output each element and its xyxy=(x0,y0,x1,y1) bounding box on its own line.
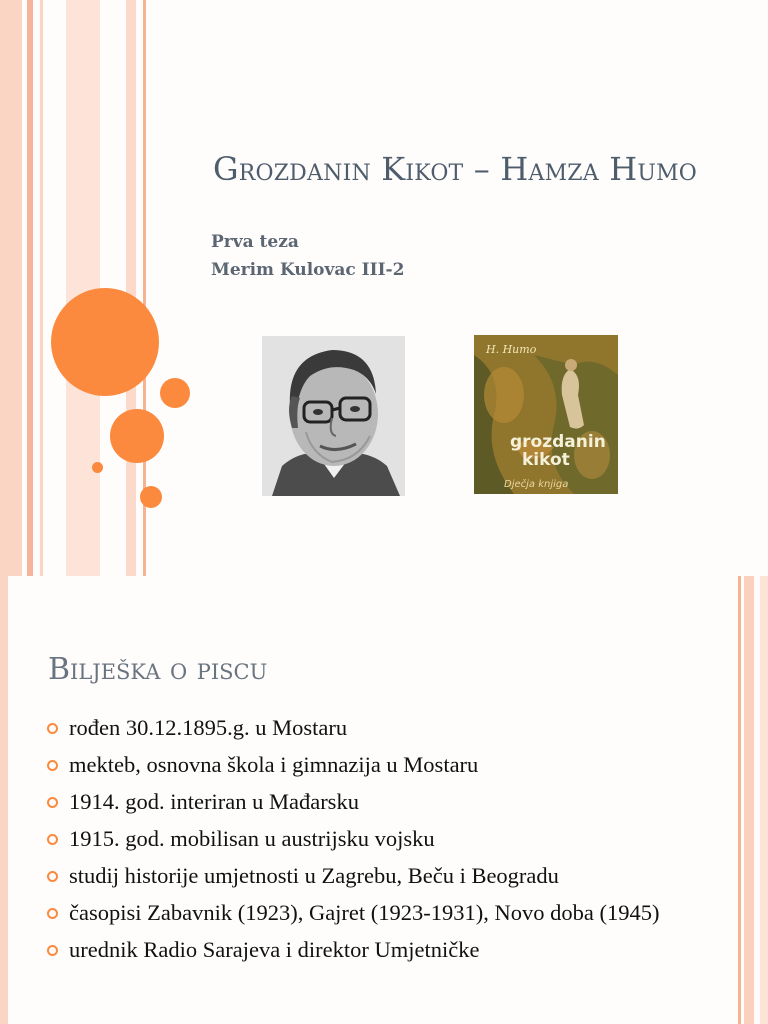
circle-bullet-icon xyxy=(47,908,58,919)
subtitle-line-1: Prva teza xyxy=(211,232,299,252)
slide-title: Grozdanin Kikot – Hamza Humo xyxy=(212,150,698,188)
author-photo xyxy=(262,336,405,496)
list-item xyxy=(44,860,704,892)
list-item xyxy=(44,897,704,929)
left-margin-stripe xyxy=(0,576,8,1024)
list-item-text: urednik Radio Sarajeva i direktor Umjetničke xyxy=(69,937,480,962)
decor-circle-large xyxy=(51,288,159,396)
list-item-text: 1915. god. mobilisan u austrijsku vojsku xyxy=(69,826,435,851)
right-stripe-band xyxy=(760,576,768,1024)
list-item xyxy=(44,934,704,966)
list-item-text: rođen 30.12.1895.g. u Mostaru xyxy=(69,715,348,740)
circle-bullet-icon xyxy=(47,723,58,734)
list-item-text: mekteb, osnovna škola i gimnazija u Mostaru xyxy=(69,752,479,777)
circle-bullet-icon xyxy=(47,834,58,845)
slide-heading: Bilješka o piscu xyxy=(48,652,268,687)
subtitle-line-2: Merim Kulovac III-2 xyxy=(211,260,405,280)
list-item-text: studij historije umjetnosti u Zagrebu, Beču i Beogradu xyxy=(69,863,559,888)
list-item xyxy=(44,823,704,855)
decor-circle-small-2 xyxy=(140,486,162,508)
right-stripe-narrow xyxy=(744,576,754,1024)
left-stripe-hairline xyxy=(40,0,43,576)
book-cover-art xyxy=(474,335,618,494)
left-stripe-thin xyxy=(27,0,33,576)
circle-bullet-icon xyxy=(47,871,58,882)
bullet-list xyxy=(44,712,704,971)
book-cover-image xyxy=(474,335,618,494)
decor-circle-small xyxy=(160,378,190,408)
right-stripe-edge xyxy=(738,576,741,1024)
left-stripe-band xyxy=(0,0,22,576)
slide-subtitle xyxy=(211,228,404,284)
circle-bullet-icon xyxy=(47,797,58,808)
list-item-text: 1914. god. interiran u Mađarsku xyxy=(69,789,359,814)
left-stripe-narrow xyxy=(126,0,136,576)
book-cover-title-1: grozdanin xyxy=(510,432,606,452)
circle-bullet-icon xyxy=(47,760,58,771)
decor-circle-medium xyxy=(110,409,164,463)
list-item xyxy=(44,749,704,781)
book-cover-publisher-text: Dječja knjiga xyxy=(504,479,569,490)
book-cover-author-text: H. Humo xyxy=(486,343,537,356)
book-cover-title-2: kikot xyxy=(522,450,570,470)
list-item-text: časopisi Zabavnik (1923), Gajret (1923-1931), Novo doba (1945) xyxy=(69,900,660,925)
author-portrait-image xyxy=(262,336,405,496)
list-item xyxy=(44,786,704,818)
circle-bullet-icon xyxy=(47,945,58,956)
list-item xyxy=(44,712,704,744)
decor-circle-tiny xyxy=(92,462,103,473)
